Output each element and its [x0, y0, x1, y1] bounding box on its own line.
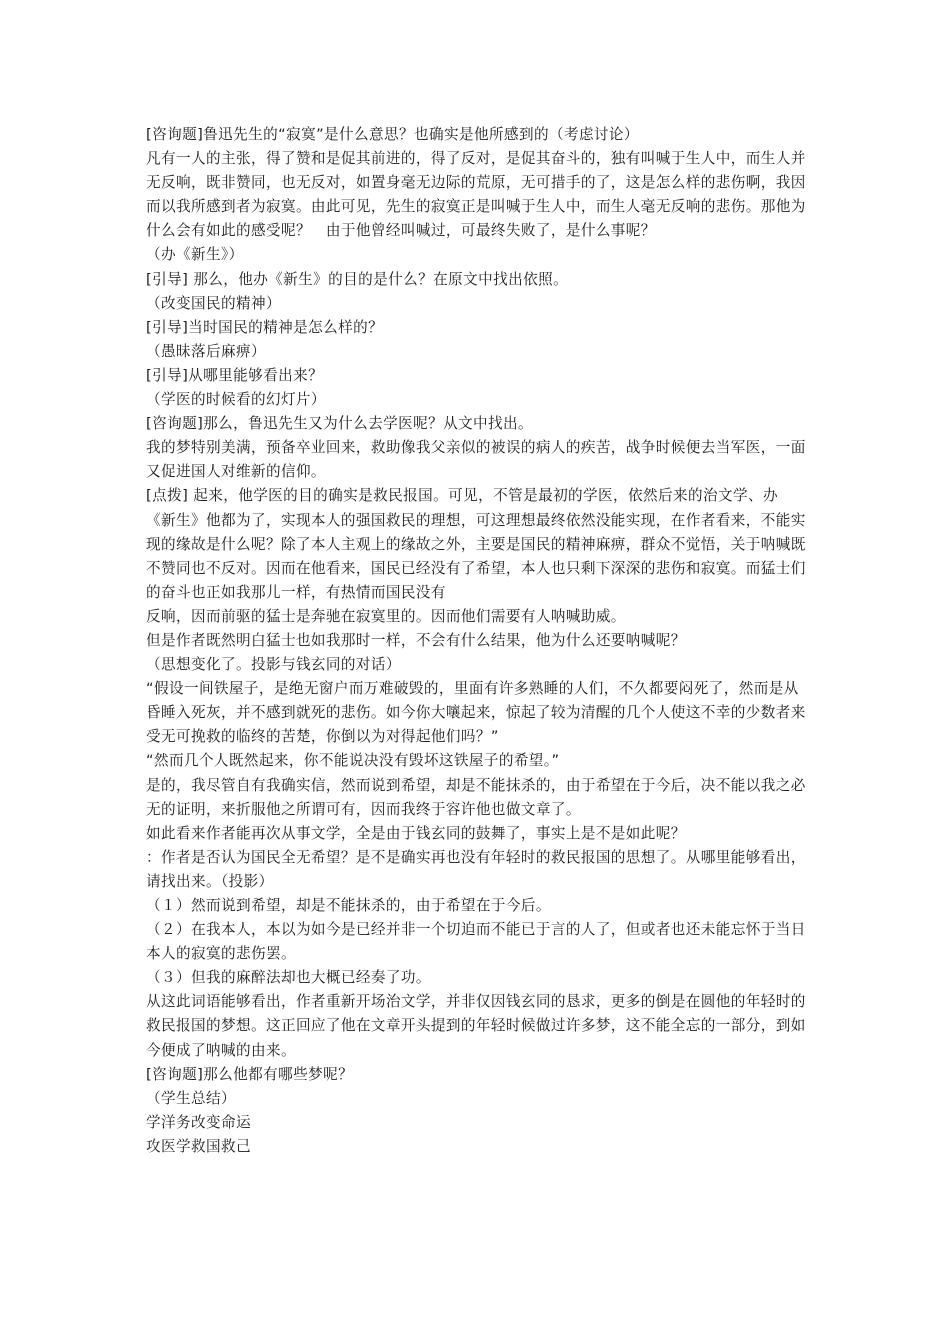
answer-paragraph: （改变国民的精神） [146, 294, 281, 312]
summary-line: 攻医学救国救己 [146, 1137, 251, 1155]
dialogue-quote: “然而几个人既然起来，你不能说决没有毁坏这铁屋子的希望。” [146, 752, 560, 770]
guide-paragraph: [引导]当时国民的精神是怎么样的？ [146, 318, 384, 336]
guide-paragraph: [引导] 那么，他办《新生》的目的是什么？在原文中找出依照。 [146, 270, 569, 288]
numbered-item: （１）然而说到希望，却是不能抹杀的，由于希望在于今后。 [146, 897, 551, 914]
answer-paragraph: （学医的时候看的幻灯片） [146, 391, 326, 409]
question-paragraph: [咨询题]那么，鲁迅先生又为什么去学医呢？从文中找出。 [146, 415, 534, 433]
question-paragraph: ：作者是否认为国民全无希望？是不是确实再也没有年轻时的救民报国的思想了。从哪里能够看出，请找出来。（投影） [146, 848, 806, 890]
body-paragraph: 凡有一人的主张，得了赞和是促其前进的，得了反对，是促其奋斗的，独有叫喊于生人中，而生人并无反响，既非赞同，也无反对，如置身毫无边际的荒原，无可措手的了，这是怎么样的悲伤啊，我因而以我所感到者为寂寞。由此可见，先生的寂寞正是叫喊于生人中，而生人毫无反响的悲伤。那他为什么会有如此的感受呢？ 由于他曾经叫喊过，可最终失败了，是什么事呢？ [146, 150, 806, 240]
numbered-item: （３）但我的麻醉法却也大概已经奏了功。 [146, 969, 431, 987]
hint-paragraph-continued: 反响，因而前驱的猛士是奔驰在寂寞里的。因而他们需要有人呐喊助威。 [146, 607, 626, 625]
numbered-item: （２）在我本人，本以为如今是已经并非一个切迫而不能已于言的人了，但或者也还未能忘怀于当日本人的寂寞的悲伤罢。 [146, 921, 806, 963]
body-paragraph: 从这此词语能够看出，作者重新开场治文学，并非仅因钱玄同的恳求，更多的倒是在圆他的年轻时的救民报国的梦想。这正回应了他在文章开头提到的年轻时候做过许多梦，这不能全忘的一部分，到如今便成了呐喊的由来。 [146, 993, 806, 1059]
dialogue-quote: “假设一间铁屋子，是绝无窗户而万难破毁的，里面有许多熟睡的人们，不久都要闷死了，然而是从昏睡入死灰，并不感到就死的悲伤。如今你大嚷起来，惊起了较为清醒的几个人使这不幸的少数者来受无可挽救的临终的苦楚，你倒以为对得起他们吗？” [146, 680, 806, 746]
summary-line: 学洋务改变命运 [146, 1113, 251, 1131]
guide-paragraph: [引导]从哪里能够看出来？ [146, 366, 324, 384]
hint-paragraph: [点拨] 起来，他学医的目的确实是救民报国。可见，不管是最初的学医，依然后来的治文学、办《新生》他都为了，实现本人的强国救民的理想，可这理想最终依然没能实现，在作者看来，不能实现的缘故是什么呢？除了本人主观上的缘故之外，主要是国民的精神麻痹，群众不觉悟，关于呐喊既不赞同也不反对。因而在他看来，国民已经没有了希望，本人也只剩下深深的悲伤和寂寞。而猛士们的奋斗也正如我那儿一样，有热情而国民没有 [146, 487, 806, 601]
answer-paragraph: （学生总结） [146, 1089, 236, 1107]
question-paragraph: [咨询题]鲁迅先生的“寂寞”是什么意思？也确实是他所感到的（考虑讨论） [146, 126, 639, 143]
quote-paragraph: 我的梦特别美满，预备卒业回来，救助像我父亲似的被误的病人的疾苦，战争时候便去当军医，一面又促进国人对维新的信仰。 [146, 439, 806, 481]
question-paragraph: [咨询题]那么他都有哪些梦呢？ [146, 1065, 354, 1083]
answer-paragraph: （办《新生》） [146, 246, 244, 264]
body-paragraph: 但是作者既然明白猛士也如我那时一样，不会有什么结果，他为什么还要呐喊呢？ [146, 631, 686, 649]
answer-paragraph: （愚昧落后麻痹） [146, 342, 266, 360]
answer-paragraph: （思想变化了。投影与钱玄同的对话） [146, 656, 401, 674]
body-paragraph: 如此看来作者能再次从事文学，全是由于钱玄同的鼓舞了，事实上是不是如此呢？ [146, 824, 686, 842]
quote-paragraph: 是的，我尽管自有我确实信，然而说到希望，却是不能抹杀的，由于希望在于今后，决不能以我之必无的证明，来折服他之所谓可有，因而我终于容许他也做文章了。 [146, 776, 806, 818]
document-body [146, 123, 806, 1159]
